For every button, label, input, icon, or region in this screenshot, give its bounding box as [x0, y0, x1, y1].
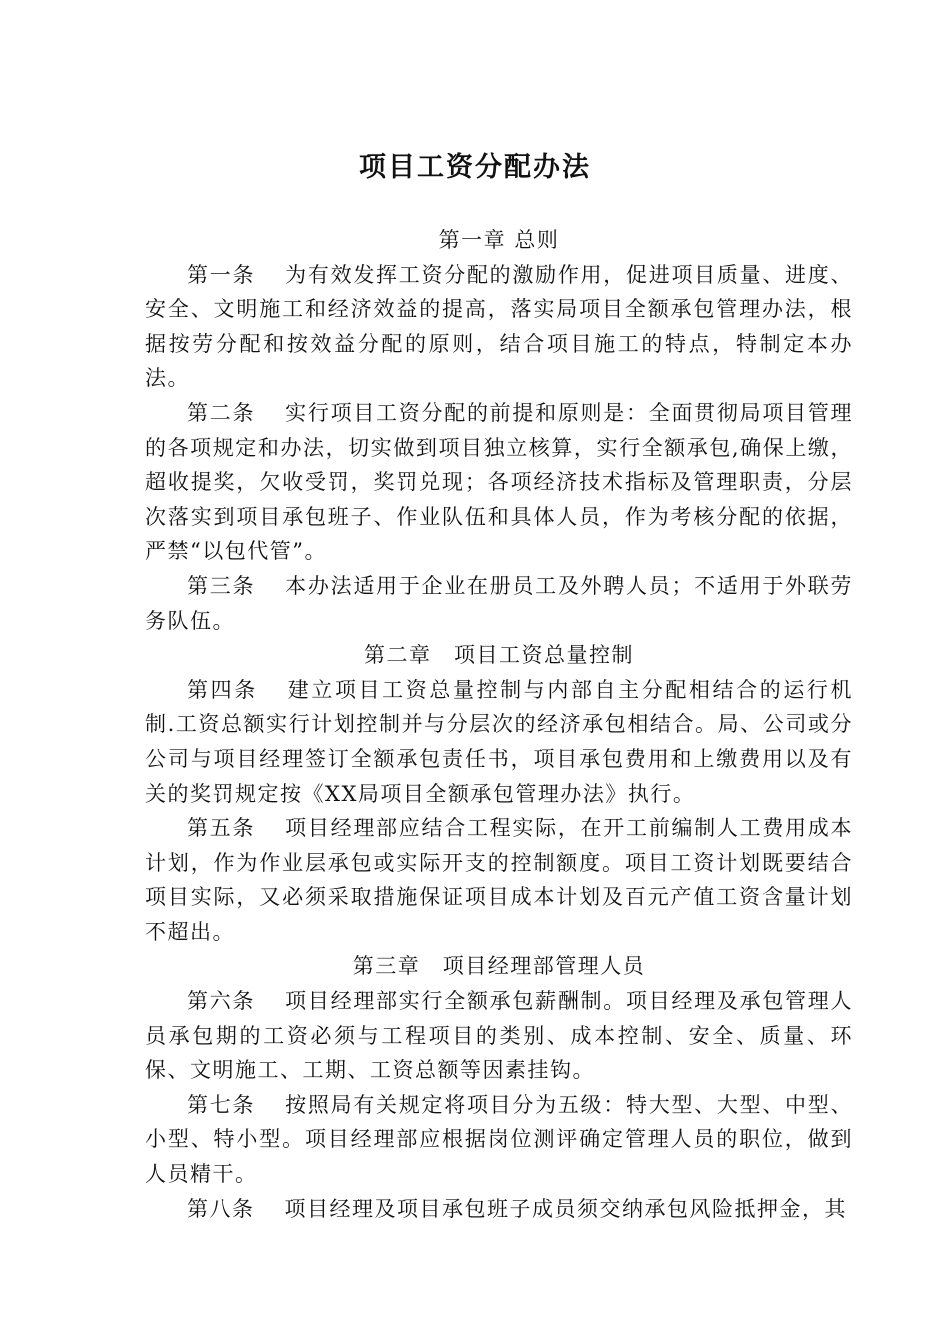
document-body — [145, 223, 853, 1226]
article-text: 建立项目工资总量控制与内部自主分配相结合的运行机制.工资总额实行计划控制并与分层次的经济承包相结合。局、公司或分公司与项目经理签订全额承包责任书，项目承包费用和上缴费用以及有关的奖罚规定按《XX局项目全额承包管理办法》执行。 — [145, 677, 854, 806]
article-8 — [145, 1192, 853, 1227]
article-4 — [145, 673, 853, 811]
article-1 — [145, 258, 853, 396]
article-label: 第一条 — [187, 262, 256, 287]
article-6 — [145, 984, 853, 1088]
article-text: 为有效发挥工资分配的激励作用，促进项目质量、进度、安全、文明施工和经济效益的提高，落实局项目全额承包管理办法，根据按劳分配和按效益分配的原则，结合项目施工的特点，特制定本办法。 — [145, 262, 854, 391]
article-text: 按照局有关规定将项目分为五级：特大型、大型、中型、小型、特小型。项目经理部应根据岗位测评确定管理人员的职位，做到人员精干。 — [145, 1092, 854, 1187]
chapter-heading-3: 第三章 项目经理部管理人员 — [352, 954, 646, 979]
article-5 — [145, 811, 853, 949]
article-label: 第三条 — [187, 573, 256, 598]
article-label: 第二条 — [187, 400, 256, 425]
article-7 — [145, 1088, 853, 1192]
document-title: 项目工资分配办法 — [359, 152, 591, 183]
article-label: 第八条 — [187, 1196, 255, 1221]
article-label: 第六条 — [187, 989, 256, 1014]
article-text: 项目经理及项目承包班子成员须交纳承包风险抵押金，其 — [284, 1196, 847, 1221]
article-label: 第五条 — [187, 816, 256, 841]
article-text: 项目经理部实行全额承包薪酬制。项目经理及承包管理人员承包期的工资必须与工程项目的类别、成本控制、安全、质量、环保、文明施工、工期、工资总额等因素挂钩。 — [145, 989, 854, 1083]
article-label: 第四条 — [187, 677, 258, 702]
article-text: 本办法适用于企业在册员工及外聘人员；不适用于外联劳务队伍。 — [145, 573, 854, 633]
article-label: 第七条 — [187, 1092, 256, 1117]
article-3 — [145, 569, 853, 638]
article-text: 实行项目工资分配的前提和原则是：全面贯彻局项目管理的各项规定和办法，切实做到项目独立核算，实行全额承包,确保上缴，超收提奖，欠收受罚，奖罚兑现；各项经济技术指标及管理职责，分层次落实到项目承包班子、作业队伍和具体人员，作为考核分配的依据，严禁“以包代管”。 — [145, 400, 854, 564]
article-text: 项目经理部应结合工程实际，在开工前编制人工费用成本计划，作为作业层承包或实际开支的控制额度。项目工资计划既要结合项目实际，又必须采取措施保证项目成本计划及百元产值工资含量计划不超出。 — [145, 816, 854, 944]
chapter-heading-1: 第一章 总则 — [438, 228, 560, 252]
chapter-heading-2: 第二章 项目工资总量控制 — [364, 643, 634, 668]
article-2 — [145, 396, 853, 569]
